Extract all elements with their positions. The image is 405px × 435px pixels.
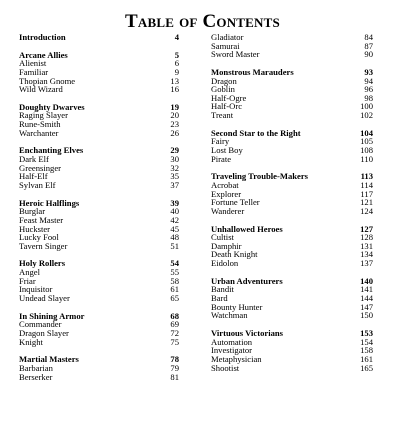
page-number: 154 bbox=[360, 336, 373, 347]
page-number: 153 bbox=[360, 327, 373, 338]
toc-entry-watchman[interactable] bbox=[211, 311, 373, 320]
toc-entry-treant[interactable] bbox=[211, 111, 373, 120]
page-number: 117 bbox=[360, 188, 373, 199]
toc-section bbox=[211, 33, 373, 59]
entry-title: Cultist bbox=[211, 232, 234, 243]
toc-entry-dragon-slayer[interactable] bbox=[19, 329, 179, 338]
entry-title: Angel bbox=[19, 267, 41, 278]
toc-entry-wanderer[interactable] bbox=[211, 207, 373, 216]
toc-entry-undead-slayer[interactable] bbox=[19, 294, 179, 303]
entry-title: Barbarian bbox=[19, 362, 53, 373]
section-title: Monstrous Marauders bbox=[211, 66, 294, 77]
page-number: 158 bbox=[360, 345, 373, 356]
page-number: 4 bbox=[174, 32, 179, 42]
toc-entry-dragon[interactable] bbox=[211, 77, 373, 86]
entry-title: Bounty Hunter bbox=[211, 301, 263, 312]
page-number: 39 bbox=[170, 197, 179, 208]
page-number: 68 bbox=[170, 310, 179, 321]
page-number: 137 bbox=[360, 258, 373, 269]
page-number: 121 bbox=[360, 197, 373, 208]
entry-title: Alienist bbox=[19, 58, 47, 69]
page-number: 102 bbox=[360, 110, 373, 121]
toc-entry-half-orc[interactable] bbox=[211, 102, 373, 111]
page-number: 26 bbox=[170, 127, 179, 138]
section-title: Introduction bbox=[19, 32, 66, 42]
page-number: 114 bbox=[360, 179, 373, 190]
toc-column-right bbox=[211, 33, 373, 372]
entry-title: Explorer bbox=[211, 188, 242, 199]
entry-title: Thopian Gnome bbox=[19, 75, 76, 86]
page-number: 104 bbox=[360, 127, 373, 138]
entry-title: Half-Orc bbox=[211, 101, 243, 112]
entry-title: Goblin bbox=[211, 84, 235, 95]
section-title: Arcane Allies bbox=[19, 49, 68, 60]
page-number: 40 bbox=[170, 206, 179, 217]
toc-entry-pirate[interactable] bbox=[211, 155, 373, 164]
toc-section bbox=[19, 199, 179, 251]
toc-section bbox=[211, 225, 373, 268]
section-title: Martial Masters bbox=[19, 354, 79, 365]
page-number: 78 bbox=[170, 354, 179, 365]
section-title: Urban Adventurers bbox=[211, 275, 283, 286]
toc-section bbox=[19, 103, 179, 138]
toc-entry-tavern-singer[interactable] bbox=[19, 242, 179, 251]
page-number: 9 bbox=[174, 66, 179, 77]
toc-section bbox=[19, 312, 179, 347]
page-number: 124 bbox=[360, 205, 373, 216]
toc-entry-warchanter[interactable] bbox=[19, 129, 179, 138]
toc-section-heading-introduction[interactable] bbox=[19, 33, 179, 42]
toc-section-heading-second-star-to-the-right[interactable] bbox=[211, 129, 373, 138]
page-title: Table of Contents bbox=[125, 11, 280, 32]
page-number: 147 bbox=[360, 301, 373, 312]
toc-section-heading-holy-rollers[interactable] bbox=[19, 259, 179, 268]
page-number: 165 bbox=[360, 362, 373, 373]
entry-title: Knight bbox=[19, 336, 43, 347]
page-number: 75 bbox=[170, 336, 179, 347]
toc-entry-knight[interactable] bbox=[19, 338, 179, 347]
page-number: 6 bbox=[174, 58, 179, 69]
page-number: 65 bbox=[170, 293, 179, 304]
section-title: Heroic Halflings bbox=[19, 197, 80, 208]
page-number: 23 bbox=[170, 119, 179, 130]
page-number: 110 bbox=[360, 153, 373, 164]
entry-title: Bard bbox=[211, 293, 228, 304]
entry-title: Burglar bbox=[19, 206, 46, 217]
toc-entry-sword-master[interactable] bbox=[211, 50, 373, 59]
entry-title: Pirate bbox=[211, 153, 232, 164]
entry-title: Fairy bbox=[211, 136, 230, 147]
toc-section bbox=[211, 129, 373, 164]
page-number: 35 bbox=[170, 171, 179, 182]
entry-title: Treant bbox=[211, 110, 234, 121]
entry-title: Lucky Fool bbox=[19, 232, 59, 243]
toc-section bbox=[19, 355, 179, 381]
toc-column-left bbox=[19, 33, 179, 381]
page-number: 16 bbox=[170, 84, 179, 95]
page-number: 45 bbox=[170, 223, 179, 234]
entry-title: Undead Slayer bbox=[19, 293, 70, 304]
section-title: Unhallowed Heroes bbox=[211, 223, 283, 234]
section-title: Second Star to the Right bbox=[211, 127, 301, 138]
toc-section bbox=[19, 146, 179, 189]
entry-title: Dragon bbox=[211, 75, 237, 86]
page-number: 48 bbox=[170, 232, 179, 243]
page-number: 94 bbox=[364, 75, 373, 86]
page-number: 69 bbox=[170, 319, 179, 330]
entry-title: Half-Elf bbox=[19, 171, 48, 182]
entry-title: Samurai bbox=[211, 40, 240, 51]
toc-entry-lost-boy[interactable] bbox=[211, 146, 373, 155]
entry-title: Wild Wizard bbox=[19, 84, 63, 95]
entry-title: Lost Boy bbox=[211, 145, 243, 156]
entry-title: Warchanter bbox=[19, 127, 59, 138]
entry-title: Raging Slayer bbox=[19, 110, 68, 121]
page-number: 127 bbox=[360, 223, 373, 234]
section-title: Holy Rollers bbox=[19, 258, 66, 269]
section-title: Doughty Dwarves bbox=[19, 101, 85, 112]
toc-section bbox=[19, 259, 179, 302]
page-number: 42 bbox=[170, 214, 179, 225]
toc-section bbox=[211, 172, 373, 215]
page-number: 20 bbox=[170, 110, 179, 121]
page-number: 140 bbox=[360, 275, 373, 286]
section-title: Enchanting Elves bbox=[19, 145, 84, 156]
page-number: 134 bbox=[360, 249, 373, 260]
section-title: Virtuous Victorians bbox=[211, 327, 284, 338]
entry-title: Acrobat bbox=[211, 179, 239, 190]
page-number: 54 bbox=[170, 258, 179, 269]
toc-section bbox=[19, 33, 179, 42]
toc-section bbox=[211, 329, 373, 372]
toc-entry-shootist[interactable] bbox=[211, 364, 373, 373]
toc-entry-wild-wizard[interactable] bbox=[19, 85, 179, 94]
page-number: 141 bbox=[360, 284, 373, 295]
toc-entry-sylvan-elf[interactable] bbox=[19, 181, 179, 190]
entry-title: Tavern Singer bbox=[19, 240, 68, 251]
page-number: 161 bbox=[360, 353, 373, 364]
page-number: 13 bbox=[170, 75, 179, 86]
page-number: 96 bbox=[364, 84, 373, 95]
entry-title: Half-Ogre bbox=[211, 92, 247, 103]
page-number: 5 bbox=[174, 49, 179, 60]
page-number: 81 bbox=[170, 371, 179, 382]
page-number: 72 bbox=[170, 327, 179, 338]
page-number: 61 bbox=[170, 284, 179, 295]
toc-entry-eidolon[interactable] bbox=[211, 259, 373, 268]
toc-section bbox=[211, 277, 373, 320]
entry-title: Fortune Teller bbox=[211, 197, 260, 208]
entry-title: Death Knight bbox=[211, 249, 258, 260]
page-number: 113 bbox=[360, 171, 373, 182]
entry-title: Inquisitor bbox=[19, 284, 53, 295]
entry-title: Friar bbox=[19, 275, 36, 286]
page-number: 32 bbox=[170, 162, 179, 173]
page-number: 19 bbox=[170, 101, 179, 112]
toc-section bbox=[19, 51, 179, 94]
section-title: In Shining Armor bbox=[19, 310, 85, 321]
entry-title: Automation bbox=[211, 336, 253, 347]
page-number: 98 bbox=[364, 92, 373, 103]
entry-title: Commander bbox=[19, 319, 62, 330]
entry-title: Sylvan Elf bbox=[19, 179, 56, 190]
section-title: Traveling Trouble-Makers bbox=[211, 171, 308, 182]
toc-entry-berserker[interactable] bbox=[19, 373, 179, 382]
page-number: 84 bbox=[364, 32, 373, 42]
page-number: 93 bbox=[364, 66, 373, 77]
page-number: 87 bbox=[364, 40, 373, 51]
entry-title: Dark Elf bbox=[19, 154, 49, 165]
page-number: 150 bbox=[360, 310, 373, 321]
entry-title: Rune-Smith bbox=[19, 119, 61, 130]
entry-title: Gladiator bbox=[211, 32, 244, 42]
toc-entry-bandit[interactable] bbox=[211, 285, 373, 294]
entry-title: Eidolon bbox=[211, 258, 239, 269]
entry-title: Wanderer bbox=[211, 205, 245, 216]
page-number: 90 bbox=[364, 49, 373, 60]
entry-title: Greensinger bbox=[19, 162, 61, 173]
entry-title: Bandit bbox=[211, 284, 234, 295]
entry-title: Metaphysician bbox=[211, 353, 262, 364]
page-number: 108 bbox=[360, 145, 373, 156]
entry-title: Sword Master bbox=[211, 49, 260, 60]
page-number: 131 bbox=[360, 240, 373, 251]
toc-section-heading-unhallowed-heroes[interactable] bbox=[211, 225, 373, 234]
page-number: 100 bbox=[360, 101, 373, 112]
entry-title: Shootist bbox=[211, 362, 240, 373]
entry-title: Familiar bbox=[19, 66, 49, 77]
page-number: 29 bbox=[170, 145, 179, 156]
entry-title: Feast Master bbox=[19, 214, 64, 225]
page-number: 55 bbox=[170, 267, 179, 278]
page-number: 30 bbox=[170, 154, 179, 165]
toc-section bbox=[211, 68, 373, 120]
entry-title: Investigator bbox=[211, 345, 253, 356]
page-number: 37 bbox=[170, 179, 179, 190]
entry-title: Dragon Slayer bbox=[19, 327, 69, 338]
entry-title: Berserker bbox=[19, 371, 53, 382]
page-number: 79 bbox=[170, 362, 179, 373]
entry-title: Damphir bbox=[211, 240, 242, 251]
page-number: 105 bbox=[360, 136, 373, 147]
page-number: 128 bbox=[360, 232, 373, 243]
toc-entry-angel[interactable] bbox=[19, 268, 179, 277]
page-number: 51 bbox=[170, 240, 179, 251]
page-number: 144 bbox=[360, 293, 373, 304]
page-number: 58 bbox=[170, 275, 179, 286]
entry-title: Watchman bbox=[211, 310, 248, 321]
entry-title: Huckster bbox=[19, 223, 51, 234]
toc-section-heading-urban-adventurers[interactable] bbox=[211, 277, 373, 286]
